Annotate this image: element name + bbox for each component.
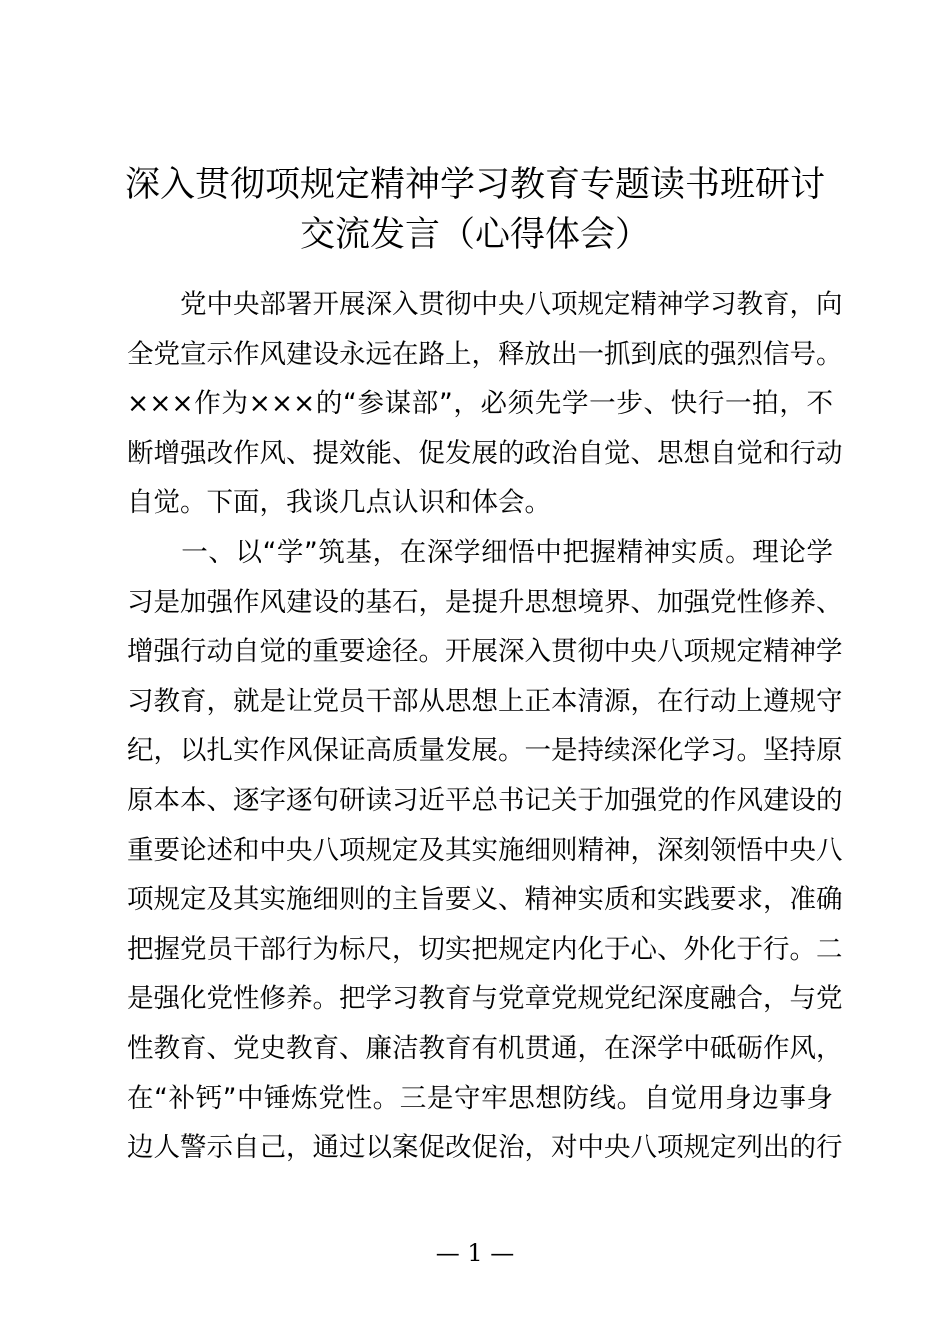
document-title — [110, 160, 840, 260]
text-line: 党中央部署开展深入贯彻中央八项规定精神学习教育，向 — [127, 289, 843, 320]
text-line: 一、以“学”筑基，在深学细悟中把握精神实质。理论学 — [127, 536, 833, 568]
paragraph-intro — [127, 280, 843, 528]
text-line: 原本本、逐字逐句研读习近平总书记关于加强党的作风建设的 — [127, 784, 843, 816]
text-line: 全党宣示作风建设永远在路上，释放出一抓到底的强烈信号。 — [127, 338, 843, 370]
document-body — [127, 280, 843, 1173]
title-line-1: 深入贯彻项规定精神学习教育专题读书班研讨 — [124, 165, 825, 205]
text-line: 习教育，就是让党员干部从思想上正本清源，在行动上遵规守 — [127, 685, 843, 717]
text-line: 性教育、党史教育、廉洁教育有机贯通，在深学中砥砺作风， — [127, 1032, 843, 1064]
text-line: ×××作为×××的“参谋部”，必须先学一步、快行一拍，不 — [127, 388, 833, 420]
text-line: 纪，以扎实作风保证高质量发展。一是持续深化学习。坚持原 — [127, 735, 843, 767]
text-line: 边人警示自己，通过以案促改促治，对中央八项规定列出的行 — [127, 1132, 843, 1164]
text-line: 增强行动自觉的重要途径。开展深入贯彻中央八项规定精神学 — [127, 636, 843, 668]
page-number: — 1 — — [435, 1239, 515, 1267]
text-line: 在“补钙”中锤炼党性。三是守牢思想防线。自觉用身边事身 — [127, 1082, 833, 1114]
text-line: 断增强改作风、提效能、促发展的政治自觉、思想自觉和行动 — [127, 437, 843, 469]
text-line: 自觉。下面，我谈几点认识和体会。 — [127, 487, 551, 519]
text-line: 把握党员干部行为标尺，切实把规定内化于心、外化于行。二 — [127, 933, 843, 965]
paragraph-section-one — [127, 528, 843, 1173]
text-line: 习是加强作风建设的基石，是提升思想境界、加强党性修养、 — [127, 586, 843, 618]
text-line: 项规定及其实施细则的主旨要义、精神实质和实践要求，准确 — [127, 884, 843, 916]
text-line: 是强化党性修养。把学习教育与党章党规党纪深度融合，与党 — [127, 983, 843, 1015]
title-line-2: 交流发言（心得体会） — [299, 215, 650, 255]
text-line: 重要论述和中央八项规定及其实施细则精神，深刻领悟中央八 — [127, 834, 843, 866]
